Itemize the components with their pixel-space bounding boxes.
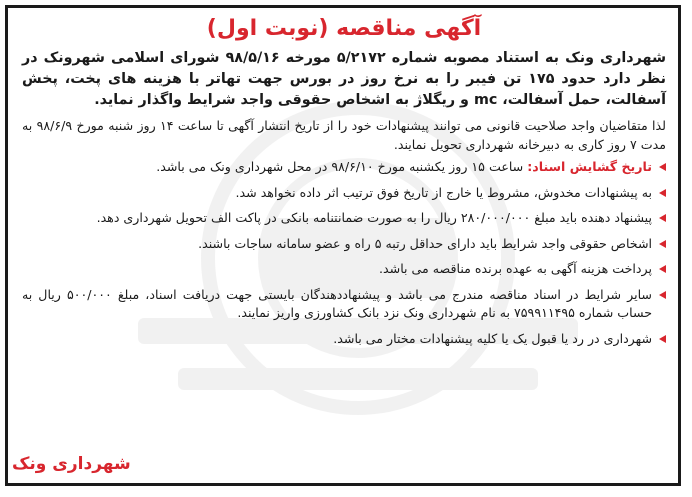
list-item xyxy=(22,286,666,323)
list-item xyxy=(22,260,666,279)
list-item-text: سایر شرایط در اسناد مناقصه مندرج می باشد و پیشنهاددهندگان بایستی جهت دریافت اسناد، مبلغ ۵۰۰/۰۰۰ ریال به حساب شماره ۷۵۹۹۱۱۴۹۵ به نام شهرداری ونک نزد بانک کشاورزی واریز نمایند. xyxy=(22,286,652,320)
intro-paragraph: شهرداری ونک به استناد مصوبه شماره ۵/۲۱۷۲ مورخه ۹۸/۵/۱۶ شورای اسلامی شهرونک در نظر دارد حدود ۱۷۵ تن فیبر را به نرخ روز در بورس جهت تهاتر با هزینه های پخت، پخش آسفالت، حمل آسفالت، mc و ریگلاژ به اشخاص حقوقی واجد شرایط واگذار نماید. xyxy=(22,50,667,108)
bullet-arrow-icon xyxy=(659,214,666,222)
bullet-arrow-icon xyxy=(659,291,666,299)
list-item xyxy=(22,235,666,254)
signature: شهرداری ونک xyxy=(12,454,131,474)
bullet-arrow-icon xyxy=(659,163,666,171)
bullet-arrow-icon xyxy=(659,189,666,197)
bullet-arrow-icon xyxy=(659,240,666,248)
bullet-arrow-icon xyxy=(659,335,666,343)
opening-date-text: ساعت ۱۵ روز یکشنبه مورخ ۹۸/۶/۱۰ در محل شهرداری ونک می باشد. xyxy=(156,159,528,174)
list-item-text: پرداخت هزینه آگهی به عهده برنده مناقصه می باشد. xyxy=(379,261,652,276)
bullet-arrow-icon xyxy=(659,265,666,273)
conditions-list xyxy=(22,158,666,348)
list-item-text: اشخاص حقوقی واجد شرایط باید دارای حداقل رتبه ۵ راه و عضو سامانه ساجات باشند. xyxy=(198,235,652,251)
list-item xyxy=(22,158,666,177)
list-item-text: شهرداری در رد یا قبول یک یا کلیه پیشنهادات مختار می باشد. xyxy=(333,330,652,346)
list-item-text: پیشنهاد دهنده باید مبلغ ۲۸۰/۰۰۰/۰۰۰ ریال را به صورت ضمانتنامه بانکی در پاکت الف تحویل شهرداری دهد. xyxy=(96,210,652,225)
notice-title: آگهی مناقصه (نوبت اول) xyxy=(206,16,482,41)
list-item xyxy=(22,209,666,228)
notice-frame xyxy=(5,5,681,486)
list-item xyxy=(22,184,666,203)
list-item-text: به پیشنهادات مخدوش، مشروط یا خارج از تاریخ فوق ترتیب اثر داده نخواهد شد. xyxy=(235,184,652,200)
submission-paragraph: لذا متقاضیان واجد صلاحیت قانونی می توانند پیشنهادات خود را از تاریخ انتشار آگهی تا ساعت ۱۴ روز شنبه مورخ ۹۸/۶/۹ به مدت ۷ روز کاری به دبیرخانه شهرداری تحویل نمایند. xyxy=(22,118,666,152)
list-item xyxy=(22,330,666,349)
opening-date-label: تاریخ گشایش اسناد: xyxy=(527,159,652,174)
